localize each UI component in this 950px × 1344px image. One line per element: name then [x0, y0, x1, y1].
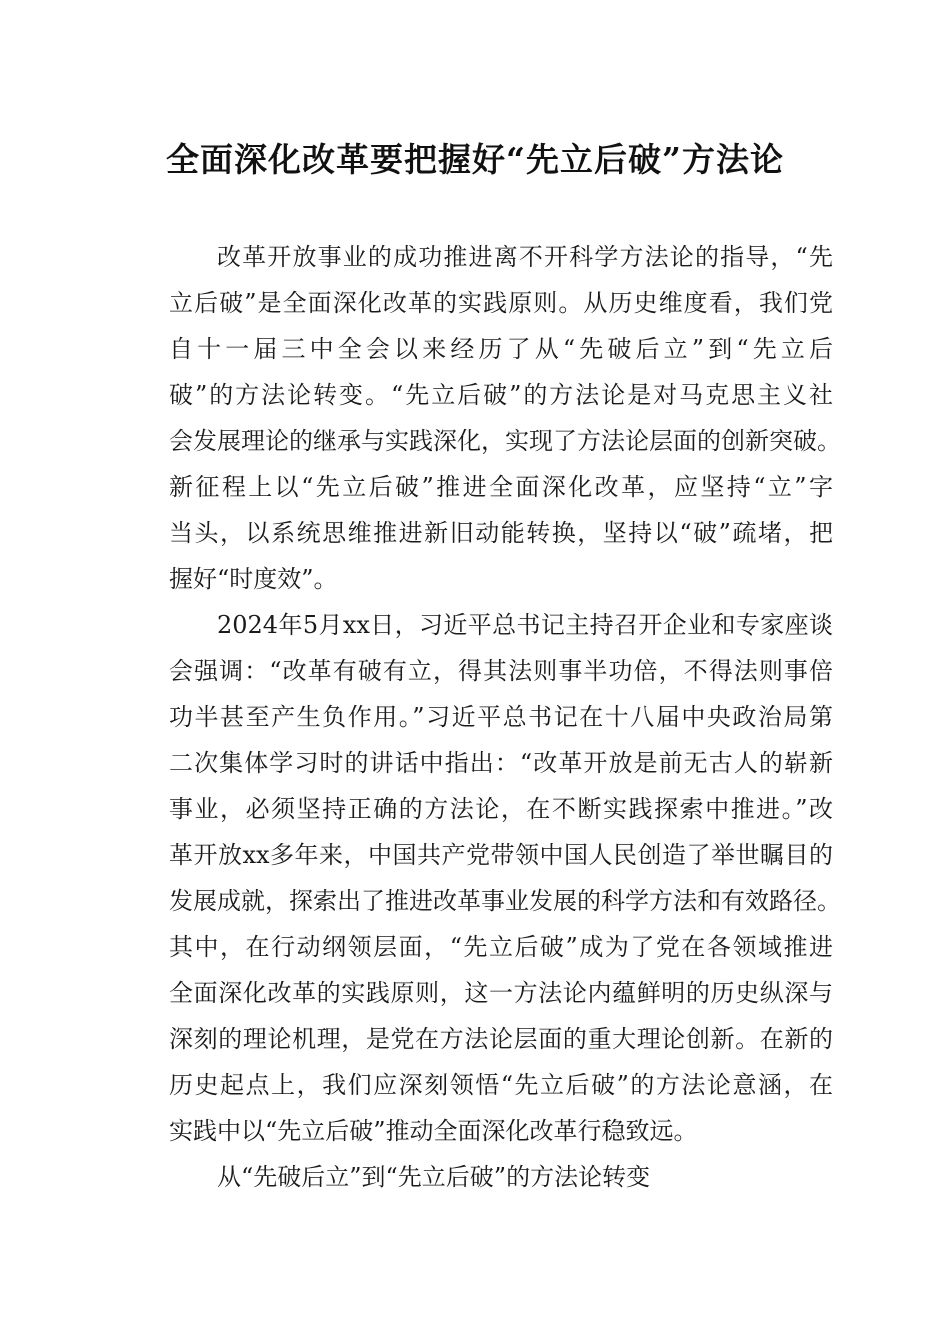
document-title: 全面深化改革要把握好“先立后破”方法论 [166, 140, 784, 179]
document-body [121, 234, 841, 1200]
section-heading-text: 从“先破后立”到“先立后破”的方法论转变 [217, 1163, 651, 1191]
text-line: 功半甚至产生负作用。”习近平总书记在十八届中央政治局第 [169, 703, 833, 731]
text-line: 历史起点上，我们应深刻领悟“先立后破”的方法论意涵，在 [169, 1071, 833, 1099]
paragraph-2 [121, 602, 841, 1154]
text-line: 深刻的理论机理，是党在方法论层面的重大理论创新。在新的 [169, 1025, 833, 1053]
text-line: 革开放xx多年来，中国共产党带领中国人民创造了举世瞩目的 [169, 841, 833, 869]
section-heading [121, 1154, 833, 1200]
text-line: 当头，以系统思维推进新旧动能转换，坚持以“破”疏堵，把 [169, 519, 833, 547]
text-line: 自十一届三中全会以来经历了从“先破后立”到“先立后 [169, 335, 833, 363]
text-line: 新征程上以“先立后破”推进全面深化改革，应坚持“立”字 [169, 473, 833, 501]
text-line: 改革开放事业的成功推进离不开科学方法论的指导，“先 [217, 243, 833, 271]
text-line: 事业，必须坚持正确的方法论，在不断实践探索中推进。”改 [169, 795, 833, 823]
text-line: 立后破”是全面深化改革的实践原则。从历史维度看，我们党 [169, 289, 833, 317]
text-line: 全面深化改革的实践原则，这一方法论内蕴鲜明的历史纵深与 [169, 979, 833, 1007]
text-line: 实践中以“先立后破”推动全面深化改革行稳致远。 [169, 1117, 698, 1145]
text-line: 握好“时度效”。 [169, 565, 338, 593]
text-line: 其中，在行动纲领层面，“先立后破”成为了党在各领域推进 [169, 933, 833, 961]
text-line: 破”的方法论转变。“先立后破”的方法论是对马克思主义社 [169, 381, 833, 409]
text-line: 2024年5月xx日，习近平总书记主持召开企业和专家座谈 [217, 611, 833, 639]
text-line: 会发展理论的继承与实践深化，实现了方法论层面的创新突破。 [169, 427, 841, 455]
paragraph-1 [121, 234, 841, 602]
text-line: 二次集体学习时的讲话中指出：“改革开放是前无古人的崭新 [169, 749, 833, 777]
text-line: 发展成就，探索出了推进改革事业发展的科学方法和有效路径。 [169, 887, 841, 915]
text-line: 会强调：“改革有破有立，得其法则事半功倍，不得法则事倍 [169, 657, 833, 685]
